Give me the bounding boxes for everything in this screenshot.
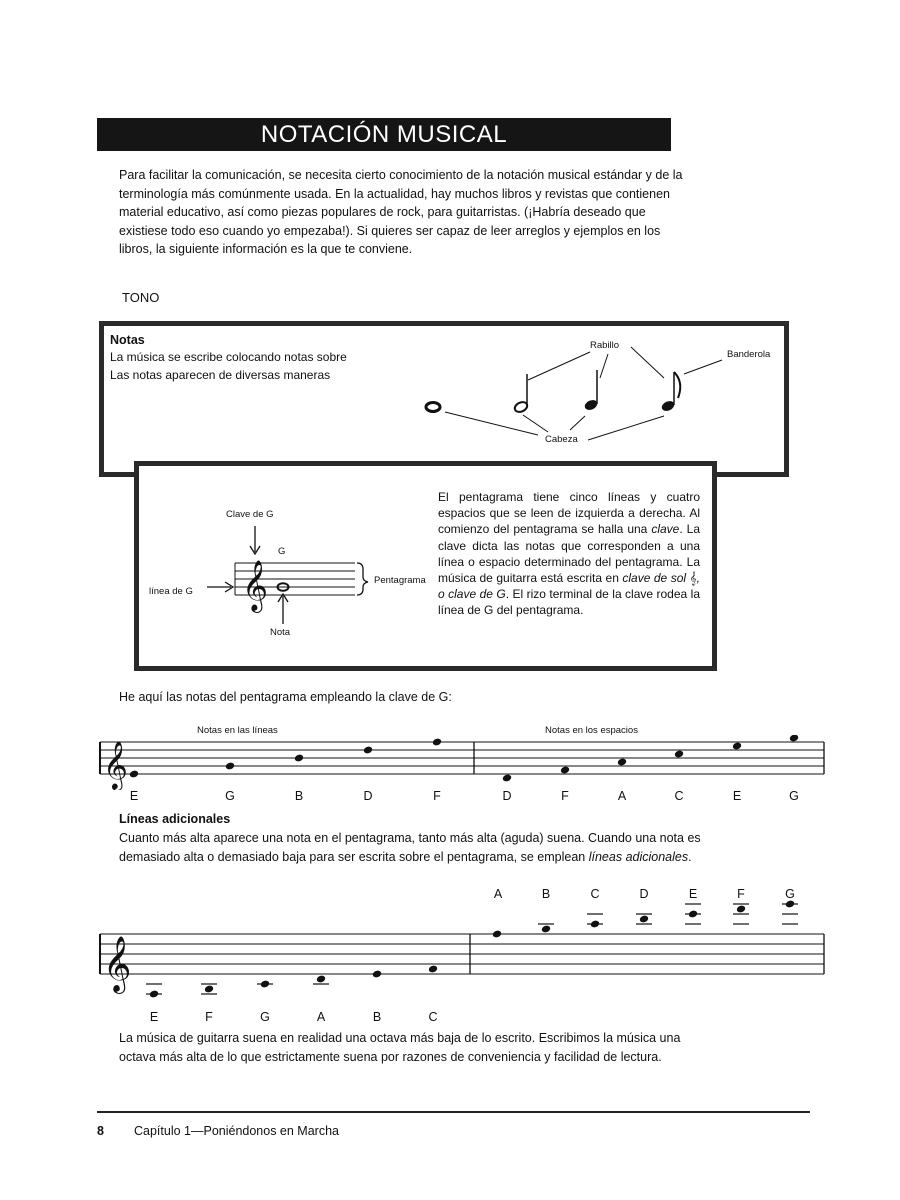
note-d <box>363 746 373 755</box>
ledger-note-g <box>260 980 270 989</box>
staff1-note-label: B <box>294 789 304 803</box>
chapter-title: Capítulo 1—Poniéndonos en Marcha <box>134 1124 339 1138</box>
note-d-space <box>502 774 512 783</box>
linea-de-g-label: línea de G <box>149 586 193 597</box>
ledger-note-c-high <box>590 920 600 929</box>
staff-intro-text: He aquí las notas del pentagrama empleando la clave de G: <box>119 690 452 704</box>
footer-divider <box>97 1111 810 1113</box>
notas-heading: Notas <box>110 333 145 347</box>
clave-de-g-label: Clave de G <box>226 509 274 520</box>
staff1-note-label: A <box>617 789 627 803</box>
notas-line-1: La música se escribe colocando notas sobre <box>110 350 347 364</box>
notes-on-lines-label: Notas en las líneas <box>197 725 278 736</box>
ledger-note-e <box>149 990 159 999</box>
treble-clef-icon: 𝄞 <box>242 560 269 611</box>
ledger-above-label: C <box>590 887 600 901</box>
ledger-above-label: B <box>541 887 551 901</box>
note-g-space <box>789 735 799 742</box>
pentagrama-label: Pentagrama <box>374 575 426 586</box>
ledger-above-label: E <box>688 887 698 901</box>
ledger-below-label: C <box>428 1010 438 1024</box>
ledger-above-label: D <box>639 887 649 901</box>
staff1-note-label: E <box>129 789 139 803</box>
staff1-note-label: C <box>674 789 684 803</box>
ledger-below-label: B <box>372 1010 382 1024</box>
note-e <box>129 770 139 779</box>
brace-icon <box>357 563 368 595</box>
treble-clef-icon: 𝄞 <box>103 936 132 992</box>
lineas-adicionales-text: Cuanto más alta aparece una nota en el pentagrama, tanto más alta (aguda) suena. Cuando una nota es demasiado alta o demasiado baja para ser escrita sobre el pentagrama, se emplean líneas adicionales. <box>119 831 701 864</box>
note-types-diagram <box>420 330 790 460</box>
staff1-note-label: F <box>561 789 569 803</box>
ledger-note-b-high <box>541 925 551 934</box>
section-heading-tono: TONO <box>122 290 160 305</box>
notas-line-2: Las notas aparecen de diversas maneras <box>110 368 331 382</box>
ledger-note-f-high <box>736 905 746 914</box>
ledger-note-b <box>372 970 382 979</box>
ledger-above-label: G <box>785 887 795 901</box>
note-f-space <box>560 766 570 775</box>
staff1-note-label: F <box>433 789 441 803</box>
ledger-below-label: G <box>260 1010 270 1024</box>
note-f <box>432 738 442 747</box>
staff1-note-label: G <box>225 789 235 803</box>
staff1-note-label: D <box>502 789 512 803</box>
final-paragraph: La música de guitarra suena en realidad una octava más baja de lo escrito. Escribimos la música una octava más alta de lo que estrictamente suena por razones de conveniencia y facilidad de lectura. <box>119 1031 681 1064</box>
ledger-note-c <box>428 965 438 974</box>
page-number: 8 <box>97 1124 104 1138</box>
notes-in-spaces-label: Notas en los espacios <box>545 725 638 736</box>
staff-1-notation <box>97 735 827 790</box>
ledger-note-a-high <box>492 930 502 939</box>
ledger-note-g-high <box>785 900 795 908</box>
pentagrama-description: El pentagrama tiene cinco líneas y cuatro espacios que se leen de izquierda a derecha. Al comienzo del pentagrama se halla una clave. La clave dicta las notas que corresponden a una línea o espacio determinado del pentagrama. La música de guitarra está escrita en clave de sol 𝄞, o clave de G. El rizo terminal de la clave rodea la línea de G del pentagrama. <box>438 490 701 618</box>
ledger-note-a <box>316 975 326 984</box>
banderola-label: Banderola <box>727 349 771 360</box>
treble-clef-staff-diagram <box>195 520 375 630</box>
staff1-note-label: E <box>732 789 742 803</box>
ledger-above-label: F <box>737 887 745 901</box>
intro-paragraph: Para facilitar la comunicación, se necesita cierto conocimiento de la notación musical estándar y de la terminología más comúnmente usada. En la actualidad, hay muchos libros y revistas que contienen material educativo, así como piezas populares de rock, para guitarristas. (¡Habría deseado que existiese todo eso cuando yo empezaba!). Si quieres ser capaz de leer arreglos y ejemplos en los libros, la siguiente información es la que te conviene. <box>119 168 683 256</box>
staff1-note-label: G <box>789 789 799 803</box>
treble-clef-icon: 𝄞 <box>103 740 128 789</box>
whole-note-icon <box>426 403 440 412</box>
note-b <box>294 754 304 763</box>
ledger-below-label: E <box>149 1010 159 1024</box>
note-c-space <box>674 750 684 759</box>
lineas-adicionales-heading: Líneas adicionales <box>119 812 231 826</box>
g-label: G <box>278 546 286 557</box>
note-g <box>225 762 235 771</box>
treble-clef-inline-icon: 𝄞 <box>689 571 697 586</box>
staff1-note-label: D <box>363 789 373 803</box>
ledger-below-label: A <box>316 1010 326 1024</box>
nota-label: Nota <box>270 627 291 638</box>
cabeza-label: Cabeza <box>545 434 578 445</box>
note-a-space <box>617 758 627 767</box>
ledger-note-e-high <box>688 910 698 919</box>
ledger-above-label: A <box>493 887 503 901</box>
note-e-space <box>732 742 742 751</box>
ledger-below-label: F <box>205 1010 213 1024</box>
rabillo-label: Rabillo <box>590 340 620 351</box>
ledger-note-f <box>204 985 214 994</box>
ledger-note-d-high <box>639 915 649 924</box>
staff-2-ledger-notation <box>97 900 827 1008</box>
page-title: NOTACIÓN MUSICAL <box>97 118 671 151</box>
